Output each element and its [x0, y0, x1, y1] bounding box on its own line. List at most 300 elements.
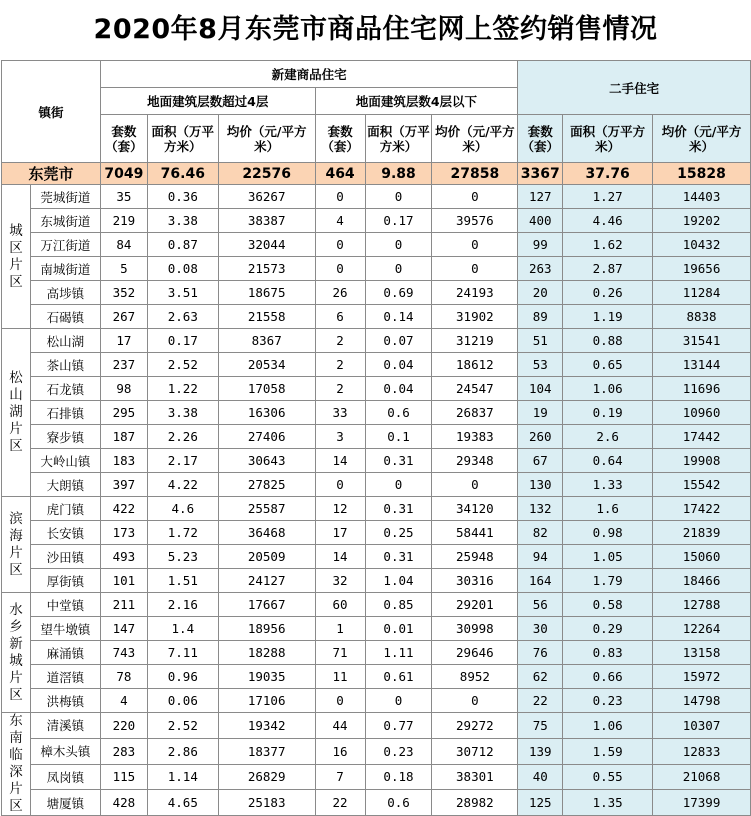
street-name: 塘厦镇	[30, 790, 100, 816]
value-cell: 400	[518, 209, 563, 233]
value-cell: 0	[315, 233, 365, 257]
value-cell: 1.35	[563, 790, 653, 816]
street-name: 樟木头镇	[30, 738, 100, 764]
value-cell: 132	[518, 497, 563, 521]
value-cell: 267	[100, 305, 147, 329]
value-cell: 2	[315, 353, 365, 377]
value-cell: 1.05	[563, 545, 653, 569]
value-cell: 10432	[653, 233, 751, 257]
value-cell: 1.62	[563, 233, 653, 257]
total-cell: 37.76	[563, 163, 653, 185]
value-cell: 19342	[218, 713, 315, 739]
value-cell: 21573	[218, 257, 315, 281]
value-cell: 0.83	[563, 641, 653, 665]
value-cell: 422	[100, 497, 147, 521]
value-cell: 34120	[432, 497, 518, 521]
value-cell: 10307	[653, 713, 751, 739]
value-cell: 12264	[653, 617, 751, 641]
value-cell: 1.51	[147, 569, 218, 593]
value-cell: 0	[432, 473, 518, 497]
value-cell: 25587	[218, 497, 315, 521]
table-row	[2, 521, 751, 545]
value-cell: 84	[100, 233, 147, 257]
street-name: 凤岗镇	[30, 764, 100, 790]
value-cell: 19202	[653, 209, 751, 233]
value-cell: 19	[518, 401, 563, 425]
value-cell: 0.88	[563, 329, 653, 353]
street-name: 石碣镇	[30, 305, 100, 329]
area-header: 面积（万平方米）	[365, 115, 432, 163]
value-cell: 31541	[653, 329, 751, 353]
value-cell: 2.52	[147, 353, 218, 377]
price-header: 均价（元/平方米）	[218, 115, 315, 163]
value-cell: 18377	[218, 738, 315, 764]
value-cell: 1	[315, 617, 365, 641]
value-cell: 18288	[218, 641, 315, 665]
value-cell: 1.19	[563, 305, 653, 329]
value-cell: 125	[518, 790, 563, 816]
value-cell: 6	[315, 305, 365, 329]
value-cell: 0	[315, 257, 365, 281]
table-row	[2, 738, 751, 764]
total-row	[2, 163, 751, 185]
value-cell: 1.6	[563, 497, 653, 521]
value-cell: 56	[518, 593, 563, 617]
area-header: 面积（万平方米）	[147, 115, 218, 163]
value-cell: 2.86	[147, 738, 218, 764]
value-cell: 1.22	[147, 377, 218, 401]
street-name: 万江街道	[30, 233, 100, 257]
value-cell: 35	[100, 185, 147, 209]
street-name: 沙田镇	[30, 545, 100, 569]
value-cell: 1.79	[563, 569, 653, 593]
value-cell: 4.46	[563, 209, 653, 233]
header-below-4-floors: 地面建筑层数4层以下	[315, 88, 518, 115]
value-cell: 36468	[218, 521, 315, 545]
sales-table	[1, 60, 751, 816]
value-cell: 12833	[653, 738, 751, 764]
street-name: 清溪镇	[30, 713, 100, 739]
street-name: 石龙镇	[30, 377, 100, 401]
street-name: 麻涌镇	[30, 641, 100, 665]
value-cell: 4.65	[147, 790, 218, 816]
value-cell: 173	[100, 521, 147, 545]
value-cell: 5	[100, 257, 147, 281]
total-cell: 22576	[218, 163, 315, 185]
table-row	[2, 713, 751, 739]
value-cell: 8838	[653, 305, 751, 329]
value-cell: 28982	[432, 790, 518, 816]
value-cell: 0	[432, 257, 518, 281]
total-cell: 9.88	[365, 163, 432, 185]
region-label: 水乡新城片区	[2, 593, 31, 713]
street-name: 望牛墩镇	[30, 617, 100, 641]
value-cell: 75	[518, 713, 563, 739]
value-cell: 211	[100, 593, 147, 617]
value-cell: 17	[100, 329, 147, 353]
value-cell: 29201	[432, 593, 518, 617]
value-cell: 5.23	[147, 545, 218, 569]
value-cell: 0	[365, 473, 432, 497]
table-row	[2, 449, 751, 473]
value-cell: 0.01	[365, 617, 432, 641]
value-cell: 21068	[653, 764, 751, 790]
value-cell: 2.52	[147, 713, 218, 739]
value-cell: 26	[315, 281, 365, 305]
region-label: 松山湖片区	[2, 329, 31, 497]
value-cell: 0.58	[563, 593, 653, 617]
value-cell: 0.29	[563, 617, 653, 641]
value-cell: 0.26	[563, 281, 653, 305]
value-cell: 0.96	[147, 665, 218, 689]
value-cell: 219	[100, 209, 147, 233]
value-cell: 38301	[432, 764, 518, 790]
value-cell: 743	[100, 641, 147, 665]
value-cell: 2	[315, 377, 365, 401]
value-cell: 18612	[432, 353, 518, 377]
value-cell: 0.04	[365, 353, 432, 377]
value-cell: 76	[518, 641, 563, 665]
value-cell: 18675	[218, 281, 315, 305]
value-cell: 2.17	[147, 449, 218, 473]
street-name: 松山湖	[30, 329, 100, 353]
table-row	[2, 257, 751, 281]
value-cell: 0.14	[365, 305, 432, 329]
total-cell: 76.46	[147, 163, 218, 185]
value-cell: 0.23	[365, 738, 432, 764]
table-row	[2, 473, 751, 497]
value-cell: 27825	[218, 473, 315, 497]
value-cell: 12788	[653, 593, 751, 617]
street-name: 莞城街道	[30, 185, 100, 209]
street-name: 石排镇	[30, 401, 100, 425]
value-cell: 17106	[218, 689, 315, 713]
value-cell: 2.63	[147, 305, 218, 329]
table-row	[2, 209, 751, 233]
street-name: 寮步镇	[30, 425, 100, 449]
value-cell: 263	[518, 257, 563, 281]
value-cell: 0.6	[365, 401, 432, 425]
value-cell: 4.22	[147, 473, 218, 497]
street-name: 长安镇	[30, 521, 100, 545]
value-cell: 0.31	[365, 497, 432, 521]
value-cell: 19908	[653, 449, 751, 473]
value-cell: 0	[365, 233, 432, 257]
value-cell: 22	[315, 790, 365, 816]
value-cell: 139	[518, 738, 563, 764]
street-name: 中堂镇	[30, 593, 100, 617]
value-cell: 22	[518, 689, 563, 713]
table-row	[2, 764, 751, 790]
value-cell: 1.33	[563, 473, 653, 497]
value-cell: 164	[518, 569, 563, 593]
value-cell: 2.26	[147, 425, 218, 449]
value-cell: 30712	[432, 738, 518, 764]
value-cell: 20	[518, 281, 563, 305]
header-street: 镇街	[2, 61, 101, 163]
value-cell: 17399	[653, 790, 751, 816]
value-cell: 3.51	[147, 281, 218, 305]
value-cell: 7.11	[147, 641, 218, 665]
value-cell: 98	[100, 377, 147, 401]
value-cell: 0.06	[147, 689, 218, 713]
value-cell: 26829	[218, 764, 315, 790]
value-cell: 15542	[653, 473, 751, 497]
value-cell: 0.87	[147, 233, 218, 257]
value-cell: 13158	[653, 641, 751, 665]
value-cell: 21558	[218, 305, 315, 329]
area-header: 面积（万平方米）	[563, 115, 653, 163]
value-cell: 0.04	[365, 377, 432, 401]
value-cell: 0	[365, 185, 432, 209]
value-cell: 40	[518, 764, 563, 790]
value-cell: 0.23	[563, 689, 653, 713]
value-cell: 31902	[432, 305, 518, 329]
header-new-housing: 新建商品住宅	[100, 61, 517, 88]
value-cell: 0	[432, 689, 518, 713]
value-cell: 0.31	[365, 545, 432, 569]
value-cell: 0	[432, 185, 518, 209]
value-cell: 62	[518, 665, 563, 689]
value-cell: 13144	[653, 353, 751, 377]
value-cell: 0.25	[365, 521, 432, 545]
value-cell: 17058	[218, 377, 315, 401]
total-cell: 7049	[100, 163, 147, 185]
value-cell: 20509	[218, 545, 315, 569]
value-cell: 130	[518, 473, 563, 497]
value-cell: 0	[315, 473, 365, 497]
value-cell: 0.07	[365, 329, 432, 353]
value-cell: 0.55	[563, 764, 653, 790]
value-cell: 99	[518, 233, 563, 257]
value-cell: 8952	[432, 665, 518, 689]
value-cell: 0.66	[563, 665, 653, 689]
value-cell: 0.36	[147, 185, 218, 209]
value-cell: 14	[315, 545, 365, 569]
table-row	[2, 545, 751, 569]
value-cell: 1.11	[365, 641, 432, 665]
value-cell: 14798	[653, 689, 751, 713]
value-cell: 31219	[432, 329, 518, 353]
value-cell: 11	[315, 665, 365, 689]
value-cell: 220	[100, 713, 147, 739]
total-cell: 15828	[653, 163, 751, 185]
value-cell: 0.17	[147, 329, 218, 353]
table-row	[2, 353, 751, 377]
value-cell: 260	[518, 425, 563, 449]
value-cell: 24127	[218, 569, 315, 593]
value-cell: 44	[315, 713, 365, 739]
value-cell: 19383	[432, 425, 518, 449]
value-cell: 18956	[218, 617, 315, 641]
value-cell: 1.04	[365, 569, 432, 593]
value-cell: 15972	[653, 665, 751, 689]
value-cell: 33	[315, 401, 365, 425]
table-row	[2, 790, 751, 816]
value-cell: 115	[100, 764, 147, 790]
value-cell: 53	[518, 353, 563, 377]
value-cell: 25183	[218, 790, 315, 816]
table-row	[2, 593, 751, 617]
value-cell: 17	[315, 521, 365, 545]
value-cell: 32044	[218, 233, 315, 257]
price-header: 均价（元/平方米）	[653, 115, 751, 163]
value-cell: 29646	[432, 641, 518, 665]
value-cell: 15060	[653, 545, 751, 569]
total-cell: 3367	[518, 163, 563, 185]
street-name: 茶山镇	[30, 353, 100, 377]
value-cell: 94	[518, 545, 563, 569]
street-name: 虎门镇	[30, 497, 100, 521]
value-cell: 3.38	[147, 401, 218, 425]
value-cell: 0.65	[563, 353, 653, 377]
value-cell: 2.16	[147, 593, 218, 617]
region-label: 东南临深片区	[2, 713, 31, 816]
total-label: 东莞市	[2, 163, 101, 185]
value-cell: 428	[100, 790, 147, 816]
value-cell: 2.87	[563, 257, 653, 281]
value-cell: 397	[100, 473, 147, 497]
value-cell: 0.61	[365, 665, 432, 689]
value-cell: 29272	[432, 713, 518, 739]
value-cell: 101	[100, 569, 147, 593]
table-row	[2, 665, 751, 689]
value-cell: 39576	[432, 209, 518, 233]
total-cell: 464	[315, 163, 365, 185]
value-cell: 237	[100, 353, 147, 377]
value-cell: 0.08	[147, 257, 218, 281]
value-cell: 16306	[218, 401, 315, 425]
value-cell: 18466	[653, 569, 751, 593]
value-cell: 4	[100, 689, 147, 713]
street-name: 东城街道	[30, 209, 100, 233]
value-cell: 295	[100, 401, 147, 425]
value-cell: 89	[518, 305, 563, 329]
total-cell: 27858	[432, 163, 518, 185]
page-title: 2020年8月东莞市商品住宅网上签约销售情况	[93, 14, 658, 45]
street-name: 洪梅镇	[30, 689, 100, 713]
value-cell: 12	[315, 497, 365, 521]
value-cell: 0	[315, 185, 365, 209]
value-cell: 0.17	[365, 209, 432, 233]
value-cell: 17442	[653, 425, 751, 449]
value-cell: 32	[315, 569, 365, 593]
value-cell: 7	[315, 764, 365, 790]
value-cell: 1.59	[563, 738, 653, 764]
table-row	[2, 305, 751, 329]
value-cell: 183	[100, 449, 147, 473]
price-header: 均价（元/平方米）	[432, 115, 518, 163]
value-cell: 21839	[653, 521, 751, 545]
table-row	[2, 233, 751, 257]
units-header: 套数（套）	[100, 115, 147, 163]
street-name: 南城街道	[30, 257, 100, 281]
value-cell: 10960	[653, 401, 751, 425]
value-cell: 0.77	[365, 713, 432, 739]
table-row	[2, 425, 751, 449]
value-cell: 8367	[218, 329, 315, 353]
value-cell: 0	[365, 689, 432, 713]
value-cell: 38387	[218, 209, 315, 233]
value-cell: 1.4	[147, 617, 218, 641]
value-cell: 58441	[432, 521, 518, 545]
region-label: 滨海片区	[2, 497, 31, 593]
value-cell: 30	[518, 617, 563, 641]
value-cell: 67	[518, 449, 563, 473]
region-label: 城区片区	[2, 185, 31, 329]
table-row	[2, 377, 751, 401]
street-name: 大岭山镇	[30, 449, 100, 473]
value-cell: 2.6	[563, 425, 653, 449]
value-cell: 29348	[432, 449, 518, 473]
table-row	[2, 689, 751, 713]
header-above-4-floors: 地面建筑层数超过4层	[100, 88, 315, 115]
value-cell: 147	[100, 617, 147, 641]
value-cell: 0.1	[365, 425, 432, 449]
value-cell: 71	[315, 641, 365, 665]
value-cell: 19035	[218, 665, 315, 689]
value-cell: 14	[315, 449, 365, 473]
value-cell: 1.06	[563, 713, 653, 739]
table-row	[2, 497, 751, 521]
street-name: 大朗镇	[30, 473, 100, 497]
value-cell: 0.98	[563, 521, 653, 545]
table-row	[2, 641, 751, 665]
value-cell: 17667	[218, 593, 315, 617]
value-cell: 4	[315, 209, 365, 233]
value-cell: 0.18	[365, 764, 432, 790]
street-name: 厚街镇	[30, 569, 100, 593]
value-cell: 1.27	[563, 185, 653, 209]
value-cell: 17422	[653, 497, 751, 521]
value-cell: 51	[518, 329, 563, 353]
value-cell: 0.6	[365, 790, 432, 816]
value-cell: 24193	[432, 281, 518, 305]
value-cell: 0	[315, 689, 365, 713]
value-cell: 187	[100, 425, 147, 449]
value-cell: 493	[100, 545, 147, 569]
value-cell: 3	[315, 425, 365, 449]
value-cell: 16	[315, 738, 365, 764]
value-cell: 0	[432, 233, 518, 257]
value-cell: 104	[518, 377, 563, 401]
value-cell: 283	[100, 738, 147, 764]
value-cell: 11696	[653, 377, 751, 401]
value-cell: 127	[518, 185, 563, 209]
value-cell: 4.6	[147, 497, 218, 521]
value-cell: 0.69	[365, 281, 432, 305]
value-cell: 27406	[218, 425, 315, 449]
value-cell: 0.19	[563, 401, 653, 425]
units-header: 套数（套）	[518, 115, 563, 163]
value-cell: 60	[315, 593, 365, 617]
value-cell: 19656	[653, 257, 751, 281]
value-cell: 30998	[432, 617, 518, 641]
value-cell: 352	[100, 281, 147, 305]
table-row	[2, 617, 751, 641]
value-cell: 0	[365, 257, 432, 281]
value-cell: 11284	[653, 281, 751, 305]
value-cell: 82	[518, 521, 563, 545]
value-cell: 30643	[218, 449, 315, 473]
table-row	[2, 401, 751, 425]
value-cell: 25948	[432, 545, 518, 569]
street-name: 道滘镇	[30, 665, 100, 689]
value-cell: 20534	[218, 353, 315, 377]
header-second-hand: 二手住宅	[518, 61, 751, 115]
units-header: 套数（套）	[315, 115, 365, 163]
table-row	[2, 185, 751, 209]
